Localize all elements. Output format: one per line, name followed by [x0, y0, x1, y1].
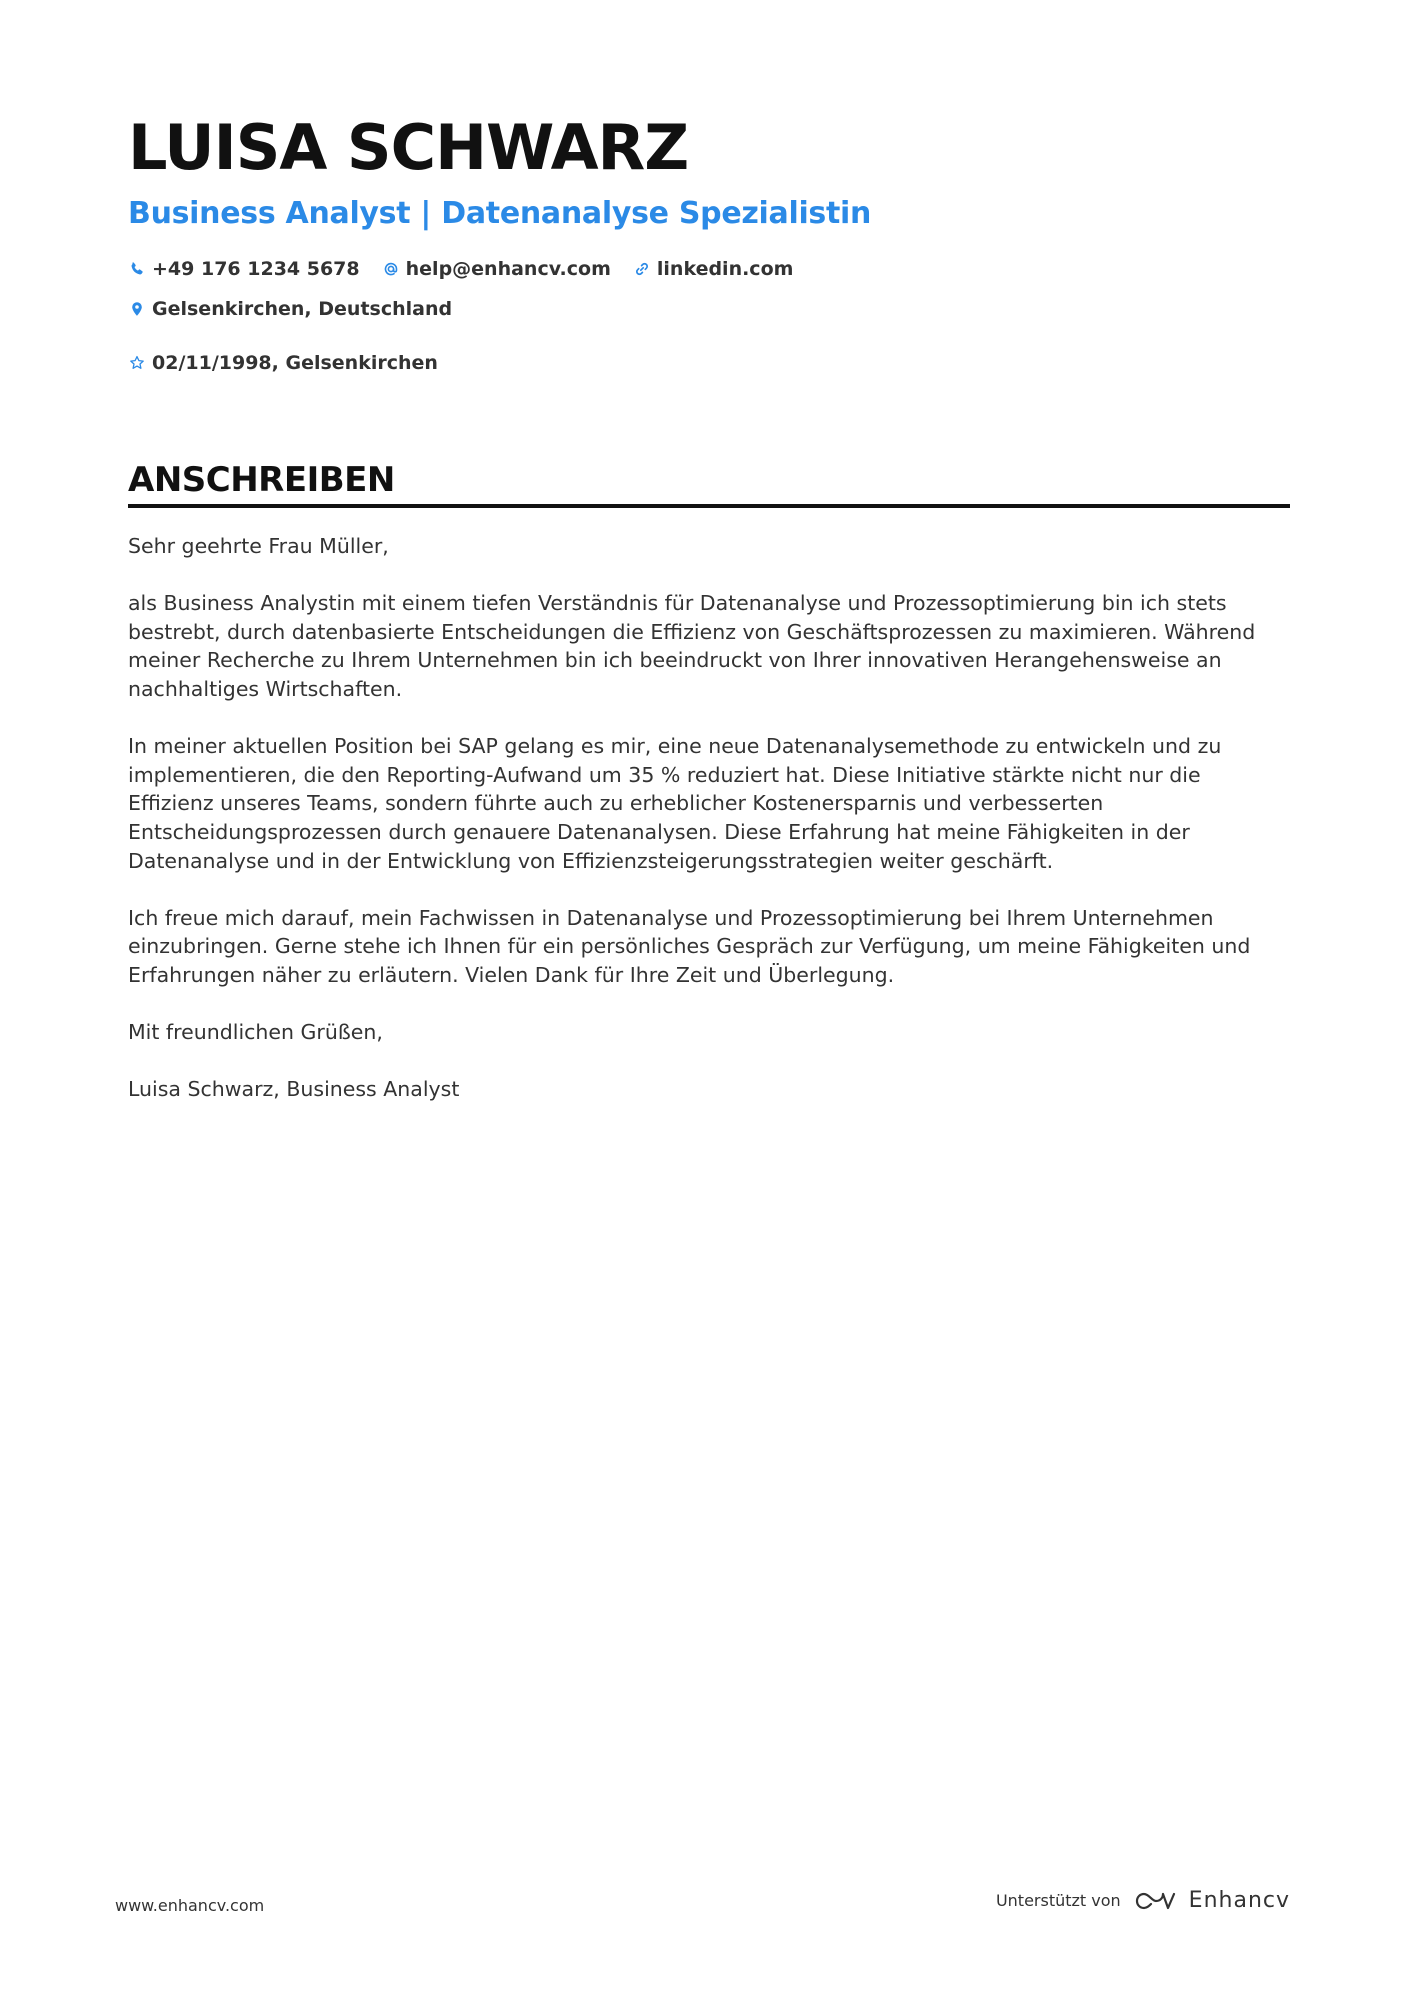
paragraph-1: als Business Analystin mit einem tiefen Verständnis für Datenanalyse und Prozessoptimierung bin ich stets bestrebt, durch datenbasierte Entscheidungen die Effizienz von Geschäftsprozessen zu maximieren. Während meiner Recherche zu Ihrem Unternehmen bin ich beeindruckt von Ihrer innovativen Herangehensweise an nachhaltiges Wirtschaften.: [128, 591, 1256, 701]
salutation: Sehr geehrte Frau Müller,: [128, 534, 389, 558]
section-divider: [128, 504, 1290, 508]
headline: Business Analyst | Datenanalyse Spezialistin: [128, 196, 872, 231]
link-icon: [633, 260, 651, 278]
powered-by-text: Unterstützt von: [995, 1891, 1121, 1910]
contact-location: [128, 296, 452, 322]
phone-icon: [128, 260, 146, 278]
footer-website[interactable]: www.enhancv.com: [115, 1896, 265, 1915]
enhancv-logo-icon: [1133, 1889, 1179, 1913]
contact-phone: [128, 256, 360, 282]
email-text[interactable]: help@enhancv.com: [405, 258, 611, 280]
contact-info: [128, 256, 1128, 376]
brand-name: Enhancv: [1188, 1888, 1290, 1913]
location-text: Gelsenkirchen, Deutschland: [152, 298, 453, 320]
star-icon: [128, 354, 146, 372]
contact-birth: [128, 350, 438, 376]
website-text[interactable]: linkedin.com: [656, 258, 794, 280]
footer-branding: [996, 1888, 1290, 1913]
contact-website[interactable]: [633, 256, 794, 282]
birth-text: 02/11/1998, Gelsenkirchen: [152, 352, 438, 374]
applicant-name: LUISA SCHWARZ: [128, 111, 689, 184]
paragraph-3: Ich freue mich darauf, mein Fachwissen in Datenanalyse und Prozessoptimierung bei Ihrem Unternehmen einzubringen. Gerne stehe ich Ihnen für ein persönliches Gespräch zur Verfügung, um meine Fähigkeiten und Erfahrungen näher zu erläutern. Vielen Dank für Ihre Zeit und Überlegung.: [128, 905, 1251, 987]
at-icon: [382, 260, 400, 278]
cover-letter-page: [128, 110, 1290, 1132]
phone-text: +49 176 1234 5678: [152, 258, 360, 280]
letter-body: [128, 532, 1290, 1104]
section-title: ANSCHREIBEN: [128, 460, 395, 500]
paragraph-2: In meiner aktuellen Position bei SAP gelang es mir, eine neue Datenanalysemethode zu entwickeln und zu implementieren, die den Reporting-Aufwand um 35 % reduziert hat. Diese Initiative stärkte nicht nur die Effizienz unseres Teams, sondern führte auch zu erheblicher Kostenersparnis und verbesserten Entscheidungsprozessen durch genauere Datenanalysen. Diese Erfahrung hat meine Fähigkeiten in der Datenanalyse und in der Entwicklung von Effizienzsteigerungsstrategien weiter geschärft.: [128, 734, 1222, 873]
brand-logo[interactable]: [1133, 1888, 1290, 1913]
contact-email[interactable]: [382, 256, 611, 282]
signature: Luisa Schwarz, Business Analyst: [128, 1077, 460, 1102]
closing: Mit freundlichen Grüßen,: [128, 1020, 383, 1045]
map-pin-icon: [128, 300, 146, 318]
